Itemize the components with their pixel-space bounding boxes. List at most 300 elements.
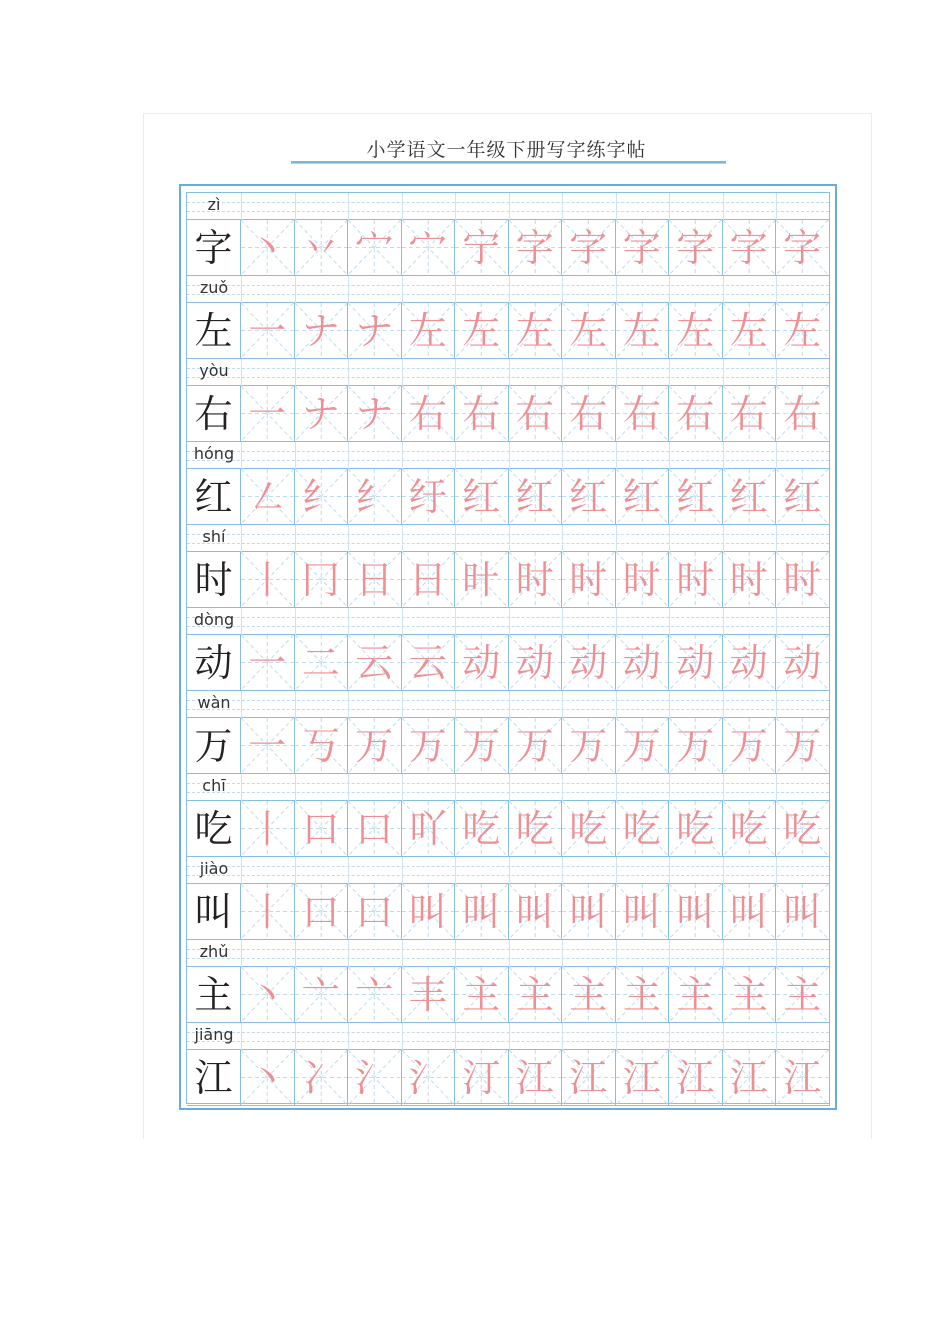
tracing-cell[interactable]	[241, 967, 295, 1023]
pinyin-strip-divider	[295, 193, 296, 220]
tracing-cell[interactable]	[455, 1050, 509, 1106]
practice-row	[187, 276, 829, 359]
tracing-cell[interactable]	[402, 801, 456, 857]
tracing-cell[interactable]	[241, 884, 295, 940]
tracing-cell[interactable]	[402, 967, 456, 1023]
tracing-cell[interactable]	[562, 1050, 616, 1106]
tracing-cell[interactable]	[509, 552, 563, 608]
stroke-step-character: 江	[515, 1056, 554, 1100]
pinyin-label: yòu	[199, 361, 229, 380]
tracing-cell[interactable]	[348, 884, 402, 940]
tracing-cell[interactable]	[669, 718, 723, 774]
tracing-cell[interactable]	[669, 220, 723, 276]
stroke-step-character: 万	[408, 724, 447, 768]
tracing-cell[interactable]	[241, 303, 295, 359]
pinyin-strip-divider	[776, 691, 777, 718]
tracing-cell[interactable]	[348, 469, 402, 525]
pinyin-strip-divider	[562, 442, 563, 469]
title-underline	[291, 161, 726, 164]
stroke-step-character: 万	[515, 724, 554, 768]
pinyin-strip-divider	[402, 276, 403, 303]
stroke-step-character: 右	[408, 392, 447, 436]
tracing-cell[interactable]	[455, 967, 509, 1023]
pinyin-strip-divider	[723, 359, 724, 386]
tracing-cell[interactable]	[509, 635, 563, 691]
pinyin-strip-divider	[723, 940, 724, 967]
stroke-step-character: 字	[729, 226, 768, 270]
model-character: 时	[194, 558, 233, 602]
pinyin-strip-divider	[723, 691, 724, 718]
stroke-step-character: 万	[462, 724, 501, 768]
pinyin-strip-divider	[562, 857, 563, 884]
pinyin-strip	[187, 940, 829, 967]
tracing-cell[interactable]	[402, 303, 456, 359]
tracing-cell[interactable]	[776, 552, 830, 608]
stroke-step-character: 左	[462, 309, 501, 353]
tracing-cell[interactable]	[455, 801, 509, 857]
pinyin-strip-divider	[241, 276, 242, 303]
stroke-step-character: 万	[355, 724, 394, 768]
stroke-step-character: 氵	[408, 1056, 447, 1100]
pinyin-strip-divider	[241, 857, 242, 884]
tracing-cell[interactable]	[455, 635, 509, 691]
pinyin-strip-divider	[402, 1023, 403, 1050]
tracing-cell[interactable]	[295, 386, 349, 442]
model-character: 万	[194, 724, 233, 768]
pinyin-strip-divider	[562, 525, 563, 552]
tracing-cell[interactable]	[616, 884, 670, 940]
stroke-step-character: 主	[622, 973, 661, 1017]
tracing-cell[interactable]	[669, 1050, 723, 1106]
model-character: 字	[194, 226, 233, 270]
pinyin-strip-divider	[616, 774, 617, 801]
pinyin-strip-divider	[669, 608, 670, 635]
pinyin-strip-divider	[616, 1023, 617, 1050]
pinyin-strip-divider	[669, 193, 670, 220]
pinyin-strip-divider	[509, 940, 510, 967]
stroke-step-character: 叫	[622, 890, 661, 934]
tracing-cell[interactable]	[616, 552, 670, 608]
tracing-cell[interactable]	[616, 801, 670, 857]
pinyin-strip-divider	[776, 193, 777, 220]
pinyin-strip-divider	[295, 857, 296, 884]
pinyin-strip-divider	[295, 276, 296, 303]
pinyin-strip-divider	[348, 359, 349, 386]
tracing-cell[interactable]	[241, 220, 295, 276]
stroke-step-character: 叫	[729, 890, 768, 934]
tracing-cell[interactable]	[616, 303, 670, 359]
stroke-step-character: 纟	[301, 475, 340, 519]
stroke-step-character: 冂	[301, 558, 340, 602]
model-character: 右	[194, 392, 233, 436]
tracing-cell[interactable]	[241, 635, 295, 691]
tracing-cell[interactable]	[295, 469, 349, 525]
stroke-step-character: ナ	[355, 392, 394, 436]
pinyin-strip-divider	[348, 193, 349, 220]
pinyin-strip-divider	[669, 1023, 670, 1050]
tracing-cell[interactable]	[402, 552, 456, 608]
model-character-cell	[187, 884, 241, 940]
stroke-step-character: 口	[301, 807, 340, 851]
pinyin-strip-divider	[562, 359, 563, 386]
tracing-cell[interactable]	[509, 469, 563, 525]
tracing-cell[interactable]	[776, 718, 830, 774]
stroke-step-character: 红	[515, 475, 554, 519]
tracing-cell[interactable]	[295, 718, 349, 774]
tracing-cell[interactable]	[455, 718, 509, 774]
pinyin-strip-divider	[402, 857, 403, 884]
stroke-step-character: 江	[569, 1056, 608, 1100]
stroke-step-character: 主	[515, 973, 554, 1017]
pinyin-strip-divider	[723, 276, 724, 303]
pinyin-strip	[187, 1023, 829, 1050]
tracing-cell[interactable]	[723, 801, 777, 857]
stroke-step-character: 叫	[515, 890, 554, 934]
tracing-cell[interactable]	[776, 386, 830, 442]
tracing-cell[interactable]	[723, 552, 777, 608]
model-character-cell	[187, 718, 241, 774]
pinyin-strip-divider	[669, 857, 670, 884]
pinyin-strip-divider	[616, 276, 617, 303]
stroke-step-character: 右	[783, 392, 822, 436]
stroke-step-character: 一	[248, 309, 287, 353]
tracing-cell[interactable]	[562, 801, 616, 857]
pinyin-strip-divider	[669, 442, 670, 469]
pinyin-strip-divider	[616, 193, 617, 220]
tracing-cell[interactable]	[348, 718, 402, 774]
practice-grid	[186, 192, 830, 1104]
stroke-step-character: ナ	[301, 309, 340, 353]
stroke-step-character: 字	[515, 226, 554, 270]
pinyin-strip-divider	[562, 193, 563, 220]
practice-row	[187, 1023, 829, 1106]
stroke-step-character: 口	[355, 890, 394, 934]
stroke-step-character: 万	[622, 724, 661, 768]
pinyin-strip-divider	[669, 940, 670, 967]
tracing-cell[interactable]	[402, 386, 456, 442]
tracing-cell[interactable]	[509, 220, 563, 276]
tracing-cell[interactable]	[348, 1050, 402, 1106]
model-character: 红	[194, 475, 233, 519]
stroke-step-character: 日	[355, 558, 394, 602]
model-character: 江	[194, 1056, 233, 1100]
tracing-cell[interactable]	[402, 220, 456, 276]
stroke-step-character: ㇜	[248, 475, 287, 519]
tracing-cell[interactable]	[562, 303, 616, 359]
stroke-step-character: 时	[783, 558, 822, 602]
pinyin-label: wàn	[197, 693, 231, 712]
tracing-cell[interactable]	[616, 469, 670, 525]
tracing-cell[interactable]	[295, 303, 349, 359]
pinyin-strip-divider	[402, 442, 403, 469]
pinyin-strip-divider	[776, 857, 777, 884]
tracing-cell[interactable]	[455, 386, 509, 442]
pinyin-strip	[187, 359, 829, 386]
tracing-cell[interactable]	[669, 967, 723, 1023]
pinyin-strip-divider	[241, 193, 242, 220]
tracing-cell[interactable]	[241, 801, 295, 857]
pinyin-strip-divider	[723, 193, 724, 220]
stroke-step-character: 红	[462, 475, 501, 519]
tracing-cell[interactable]	[723, 386, 777, 442]
pinyin-strip-divider	[295, 1023, 296, 1050]
pinyin-strip-divider	[402, 525, 403, 552]
tracing-cell[interactable]	[669, 469, 723, 525]
tracing-cell[interactable]	[509, 967, 563, 1023]
pinyin-strip-divider	[455, 193, 456, 220]
tracing-cell[interactable]	[455, 469, 509, 525]
tracing-cell[interactable]	[402, 884, 456, 940]
pinyin-strip-divider	[348, 940, 349, 967]
tracing-cell[interactable]	[669, 635, 723, 691]
tracing-cell[interactable]	[295, 552, 349, 608]
stroke-step-character: 江	[622, 1056, 661, 1100]
tracing-cell[interactable]	[562, 718, 616, 774]
stroke-step-character: ナ	[301, 392, 340, 436]
tracing-cell[interactable]	[402, 635, 456, 691]
stroke-step-character: 字	[676, 226, 715, 270]
stroke-step-character: 左	[783, 309, 822, 353]
pinyin-strip-divider	[455, 857, 456, 884]
pinyin-strip-divider	[348, 276, 349, 303]
tracing-cell[interactable]	[295, 967, 349, 1023]
stroke-step-character: 丂	[301, 724, 340, 768]
tracing-cell[interactable]	[509, 386, 563, 442]
tracing-cell[interactable]	[509, 801, 563, 857]
tracing-cell[interactable]	[616, 967, 670, 1023]
stroke-step-character: 吃	[462, 807, 501, 851]
pinyin-strip-divider	[348, 857, 349, 884]
model-character: 主	[194, 973, 233, 1017]
tracing-cell[interactable]	[776, 967, 830, 1023]
pinyin-strip-divider	[776, 442, 777, 469]
tracing-cell[interactable]	[616, 1050, 670, 1106]
tracing-cell[interactable]	[723, 220, 777, 276]
tracing-cell[interactable]	[562, 469, 616, 525]
stroke-step-character: 动	[783, 641, 822, 685]
pinyin-strip-divider	[402, 608, 403, 635]
stroke-step-character: 动	[462, 641, 501, 685]
stroke-step-character: 字	[569, 226, 608, 270]
tracing-cell[interactable]	[455, 303, 509, 359]
pinyin-strip-divider	[348, 525, 349, 552]
stroke-step-character: 江	[783, 1056, 822, 1100]
pinyin-strip-divider	[509, 608, 510, 635]
tracing-cell[interactable]	[723, 303, 777, 359]
stroke-step-character: 宀	[408, 226, 447, 270]
tracing-cell[interactable]	[348, 967, 402, 1023]
tracing-cell[interactable]	[616, 386, 670, 442]
stroke-step-character: 动	[569, 641, 608, 685]
tracing-cell[interactable]	[562, 552, 616, 608]
stroke-step-character: 叫	[462, 890, 501, 934]
tracing-cell[interactable]	[402, 718, 456, 774]
stroke-step-character: 吃	[622, 807, 661, 851]
stroke-step-character: 亠	[301, 973, 340, 1017]
tracing-cell[interactable]	[616, 220, 670, 276]
tracing-cell[interactable]	[776, 635, 830, 691]
tracing-cell[interactable]	[776, 884, 830, 940]
tracing-cell[interactable]	[241, 469, 295, 525]
tracing-cell[interactable]	[402, 469, 456, 525]
tracing-cell[interactable]	[348, 303, 402, 359]
tracing-cell[interactable]	[295, 801, 349, 857]
tracing-cell[interactable]	[669, 552, 723, 608]
tracing-cell[interactable]	[509, 1050, 563, 1106]
stroke-step-character: 右	[462, 392, 501, 436]
stroke-step-character: 宁	[462, 226, 501, 270]
practice-row	[187, 193, 829, 276]
tracing-cell[interactable]	[241, 552, 295, 608]
pinyin-strip-divider	[241, 940, 242, 967]
stroke-step-character: 动	[676, 641, 715, 685]
tracing-cell[interactable]	[295, 635, 349, 691]
tracing-cell[interactable]	[241, 386, 295, 442]
tracing-cell[interactable]	[455, 884, 509, 940]
pinyin-strip-divider	[455, 774, 456, 801]
pinyin-strip-divider	[616, 359, 617, 386]
pinyin-label: shí	[202, 527, 226, 546]
pinyin-strip-divider	[562, 774, 563, 801]
model-character-cell	[187, 635, 241, 691]
stroke-step-character: 主	[569, 973, 608, 1017]
pinyin-strip-divider	[241, 442, 242, 469]
tracing-cell[interactable]	[776, 220, 830, 276]
tracing-cell[interactable]	[455, 220, 509, 276]
tracing-cell[interactable]	[776, 1050, 830, 1106]
pinyin-strip-divider	[669, 691, 670, 718]
pinyin-strip-divider	[616, 857, 617, 884]
model-character: 叫	[194, 890, 233, 934]
stroke-step-character: 时	[622, 558, 661, 602]
tracing-cell[interactable]	[295, 884, 349, 940]
stroke-step-character: 一	[248, 724, 287, 768]
tracing-cell[interactable]	[295, 220, 349, 276]
tracing-cell[interactable]	[723, 884, 777, 940]
pinyin-strip-divider	[295, 359, 296, 386]
tracing-cell[interactable]	[723, 967, 777, 1023]
stroke-step-character: 左	[729, 309, 768, 353]
tracing-cell[interactable]	[562, 967, 616, 1023]
tracing-cell[interactable]	[348, 635, 402, 691]
tracing-cell[interactable]	[509, 884, 563, 940]
pinyin-strip-divider	[669, 359, 670, 386]
pinyin-strip	[187, 608, 829, 635]
stroke-step-character: 纡	[408, 475, 447, 519]
stroke-step-character: 左	[676, 309, 715, 353]
stroke-step-character: 主	[783, 973, 822, 1017]
stroke-step-character: 丷	[301, 226, 340, 270]
tracing-cell[interactable]	[723, 1050, 777, 1106]
pinyin-strip-divider	[776, 774, 777, 801]
pinyin-strip-divider	[562, 691, 563, 718]
tracing-cell[interactable]	[295, 1050, 349, 1106]
stroke-step-character: 吃	[515, 807, 554, 851]
model-character: 吃	[194, 807, 233, 851]
pinyin-strip-divider	[241, 525, 242, 552]
tracing-cell[interactable]	[723, 469, 777, 525]
stroke-step-character: 叫	[408, 890, 447, 934]
stroke-step-character: 丨	[248, 890, 287, 934]
stroke-step-character: 右	[515, 392, 554, 436]
pinyin-strip-divider	[348, 691, 349, 718]
tracing-cell[interactable]	[402, 1050, 456, 1106]
tracing-cell[interactable]	[776, 469, 830, 525]
pinyin-strip	[187, 525, 829, 552]
stroke-step-character: 万	[676, 724, 715, 768]
tracing-cell[interactable]	[455, 552, 509, 608]
practice-row	[187, 608, 829, 691]
tracing-cell[interactable]	[616, 635, 670, 691]
pinyin-strip-divider	[455, 442, 456, 469]
stroke-step-character: 吃	[676, 807, 715, 851]
tracing-cell[interactable]	[562, 635, 616, 691]
pinyin-label: zhǔ	[199, 942, 229, 961]
pinyin-strip-divider	[295, 608, 296, 635]
pinyin-strip-divider	[723, 608, 724, 635]
tracing-cell[interactable]	[669, 801, 723, 857]
tracing-cell[interactable]	[348, 220, 402, 276]
tracing-cell[interactable]	[669, 386, 723, 442]
pinyin-strip	[187, 276, 829, 303]
pinyin-strip-divider	[455, 608, 456, 635]
pinyin-strip-divider	[348, 1023, 349, 1050]
tracing-cell[interactable]	[241, 718, 295, 774]
tracing-cell[interactable]	[669, 303, 723, 359]
tracing-cell[interactable]	[562, 884, 616, 940]
tracing-cell[interactable]	[776, 303, 830, 359]
stroke-step-character: 时	[676, 558, 715, 602]
stroke-step-character: 日	[408, 558, 447, 602]
stroke-step-character: 时	[515, 558, 554, 602]
tracing-cell[interactable]	[669, 884, 723, 940]
stroke-step-character: 字	[622, 226, 661, 270]
stroke-step-character: 动	[515, 641, 554, 685]
pinyin-label: jiào	[199, 859, 229, 878]
pinyin-strip-divider	[776, 940, 777, 967]
practice-row	[187, 525, 829, 608]
stroke-step-character: 时	[569, 558, 608, 602]
tracing-cell[interactable]	[241, 1050, 295, 1106]
pinyin-label: chī	[202, 776, 226, 795]
pinyin-strip-divider	[616, 442, 617, 469]
pinyin-strip-divider	[455, 525, 456, 552]
stroke-step-character: 冫	[301, 1056, 340, 1100]
model-character-cell	[187, 386, 241, 442]
tracing-cell[interactable]	[348, 552, 402, 608]
stroke-step-character: 江	[676, 1056, 715, 1100]
stroke-step-character: 动	[729, 641, 768, 685]
tracing-cell[interactable]	[509, 303, 563, 359]
stroke-step-character: 二	[301, 641, 340, 685]
pinyin-strip	[187, 442, 829, 469]
stroke-step-character: 叫	[783, 890, 822, 934]
tracing-cell[interactable]	[562, 220, 616, 276]
tracing-cell[interactable]	[348, 386, 402, 442]
tracing-cell[interactable]	[723, 635, 777, 691]
pinyin-strip-divider	[348, 442, 349, 469]
tracing-cell[interactable]	[562, 386, 616, 442]
tracing-cell[interactable]	[509, 718, 563, 774]
tracing-cell[interactable]	[616, 718, 670, 774]
tracing-cell[interactable]	[348, 801, 402, 857]
tracing-cell[interactable]	[776, 801, 830, 857]
tracing-cell[interactable]	[723, 718, 777, 774]
pinyin-strip-divider	[509, 193, 510, 220]
stroke-step-character: 吃	[569, 807, 608, 851]
stroke-step-character: 红	[783, 475, 822, 519]
stroke-step-character: ナ	[355, 309, 394, 353]
